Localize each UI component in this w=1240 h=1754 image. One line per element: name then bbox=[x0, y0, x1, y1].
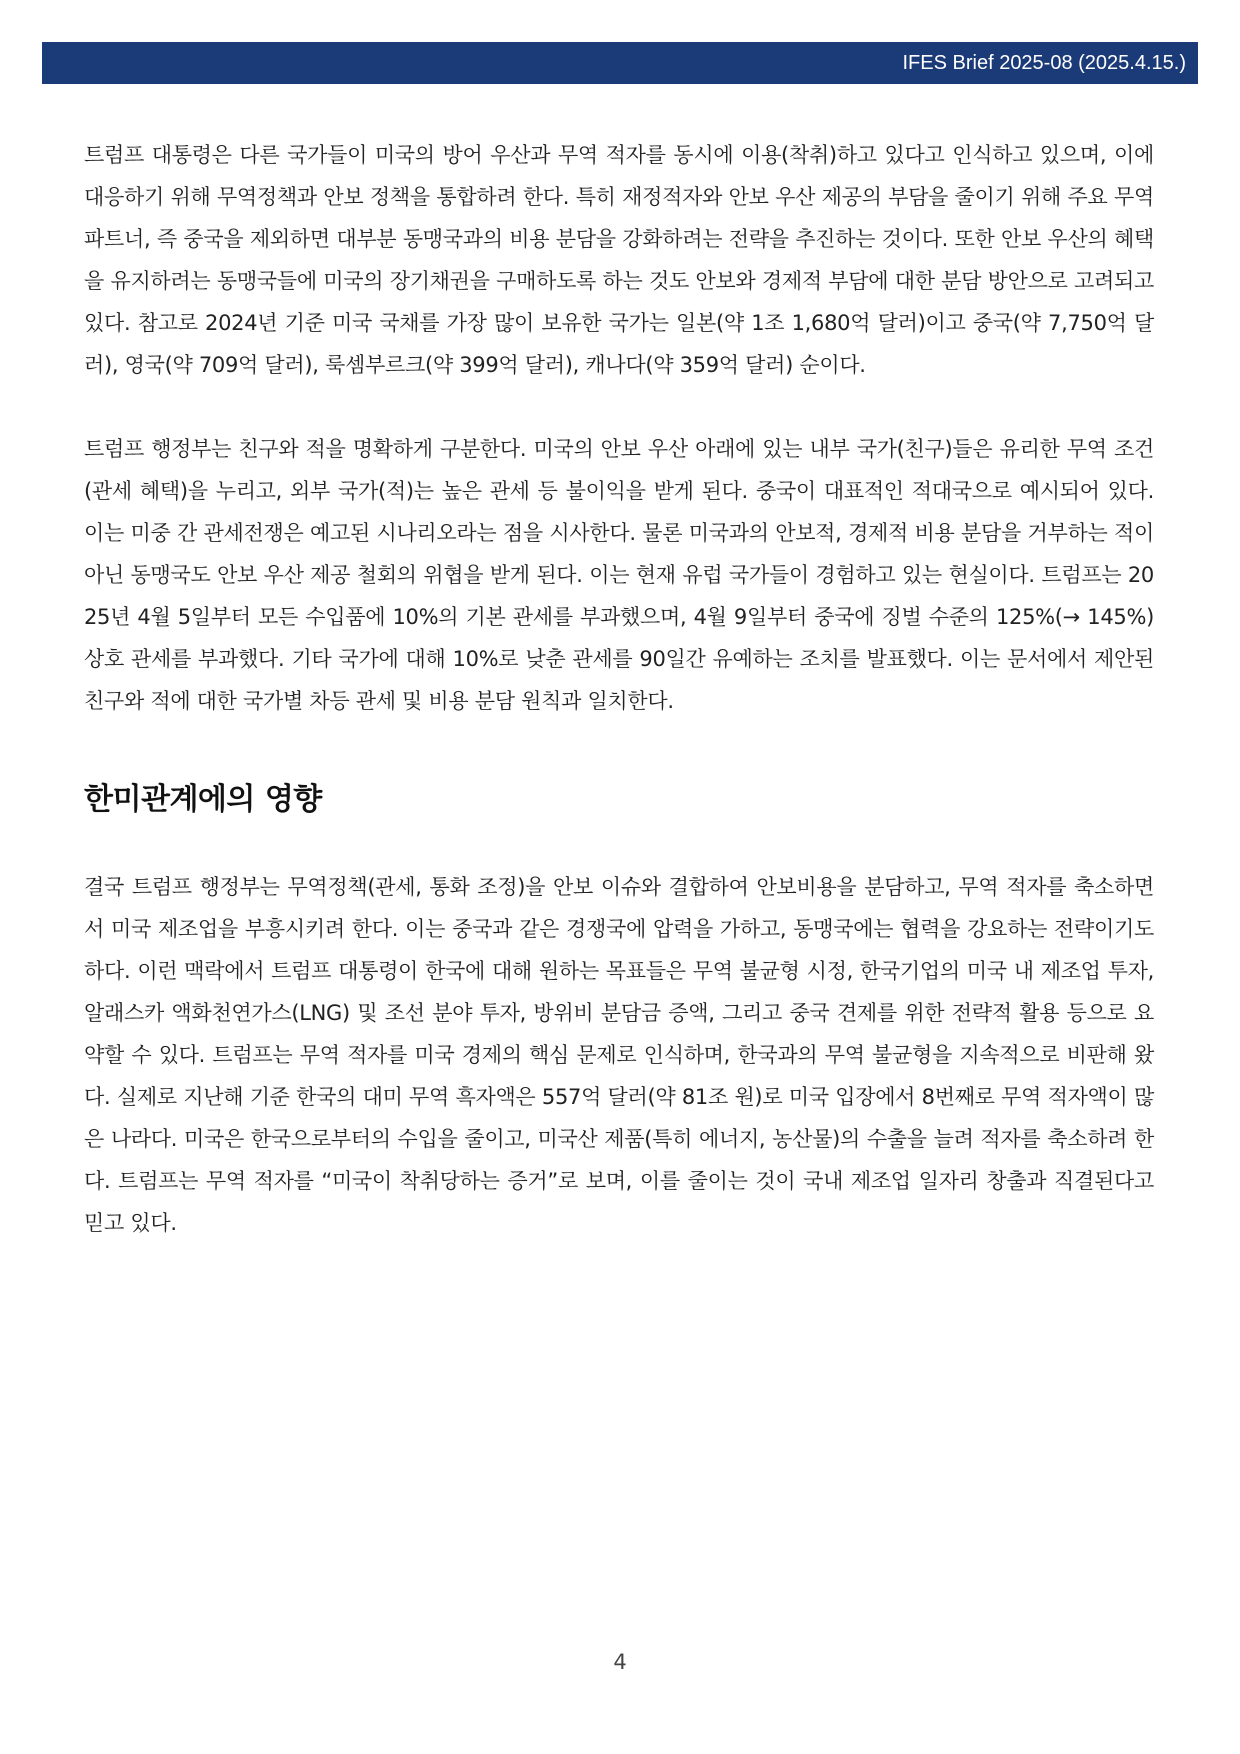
section-heading: 한미관계에의 영향 bbox=[84, 782, 322, 817]
body-paragraph-2: 트럼프 행정부는 친구와 적을 명확하게 구분한다. 미국의 안보 우산 아래에 있는 내부 국가(친구)들은 유리한 무역 조건(관세 혜택)을 누리고, 외부 국가(적)는 높은 관세 등 불이익을 받게 된다. 중국이 대표적인 적대국으로 예시되어 있다. 이는 미중 간 관세전쟁은 예고된 시나리오라는 점을 시사한다. 물론 미국과의 안보적, 경제적 비용 분담을 거부하는 적이 아닌 동맹국도 안보 우산 제공 철회의 위협을 받게 된다. 이는 현재 유럽 국가들이 경험하고 있는 현실이다. 트럼프는 2025년 4월 5일부터 모든 수입품에 10%의 기본 관세를 부과했으며, 4월 9일부터 중국에 징벌 수준의 125%(→ 145%) 상호 관세를 부과했다. 기타 국가에 대해 10%로 낮춘 관세를 90일간 유예하는 조치를 발표했다. 이는 문서에서 제안된 친구와 적에 대한 국가별 차등 관세 및 비용 분담 원칙과 일치한다. bbox=[84, 437, 1154, 713]
body-paragraph-1: 트럼프 대통령은 다른 국가들이 미국의 방어 우산과 무역 적자를 동시에 이용(착취)하고 있다고 인식하고 있으며, 이에 대응하기 위해 무역정책과 안보 정책을 통합하려 한다. 특히 재정적자와 안보 우산 제공의 부담을 줄이기 위해 주요 무역 파트너, 즉 중국을 제외하면 대부분 동맹국과의 비용 분담을 강화하려는 전략을 추진하는 것이다. 또한 안보 우산의 혜택을 유지하려는 동맹국들에 미국의 장기채권을 구매하도록 하는 것도 안보와 경제적 부담에 대한 분담 방안으로 고려되고 있다. 참고로 2024년 기준 미국 국채를 가장 많이 보유한 국가는 일본(약 1조 1,680억 달러)이고 중국(약 7,750억 달러), 영국(약 709억 달러), 룩셈부르크(약 399억 달러), 캐나다(약 359억 달러) 순이다. bbox=[84, 143, 1154, 377]
section-paragraph: 결국 트럼프 행정부는 무역정책(관세, 통화 조정)을 안보 이슈와 결합하여 안보비용을 분담하고, 무역 적자를 축소하면서 미국 제조업을 부흥시키려 한다. 이는 중국과 같은 경쟁국에 압력을 가하고, 동맹국에는 협력을 강요하는 전략이기도 하다. 이런 맥락에서 트럼프 대통령이 한국에 대해 원하는 목표들은 무역 불균형 시정, 한국기업의 미국 내 제조업 투자, 알래스카 액화천연가스(LNG) 및 조선 분야 투자, 방위비 분담금 증액, 그리고 중국 견제를 위한 전략적 활용 등으로 요약할 수 있다. 트럼프는 무역 적자를 미국 경제의 핵심 문제로 인식하며, 한국과의 무역 불균형을 지속적으로 비판해 왔다. 실제로 지난해 기준 한국의 대미 무역 흑자액은 557억 달러(약 81조 원)로 미국 입장에서 8번째로 무역 적자액이 많은 나라다. 미국은 한국으로부터의 수입을 줄이고, 미국산 제품(특히 에너지, 농산물)의 수출을 늘려 적자를 축소하려 한다. 트럼프는 무역 적자를 “미국이 착취당하는 증거”로 보며, 이를 줄이는 것이 국내 제조업 일자리 창출과 직결된다고 믿고 있다. bbox=[84, 875, 1154, 1235]
page-number: 4 bbox=[613, 1650, 627, 1674]
document-label: IFES Brief 2025-08 (2025.4.15.) bbox=[902, 52, 1186, 74]
page-content bbox=[84, 134, 1154, 1244]
header-bar bbox=[42, 42, 1198, 84]
